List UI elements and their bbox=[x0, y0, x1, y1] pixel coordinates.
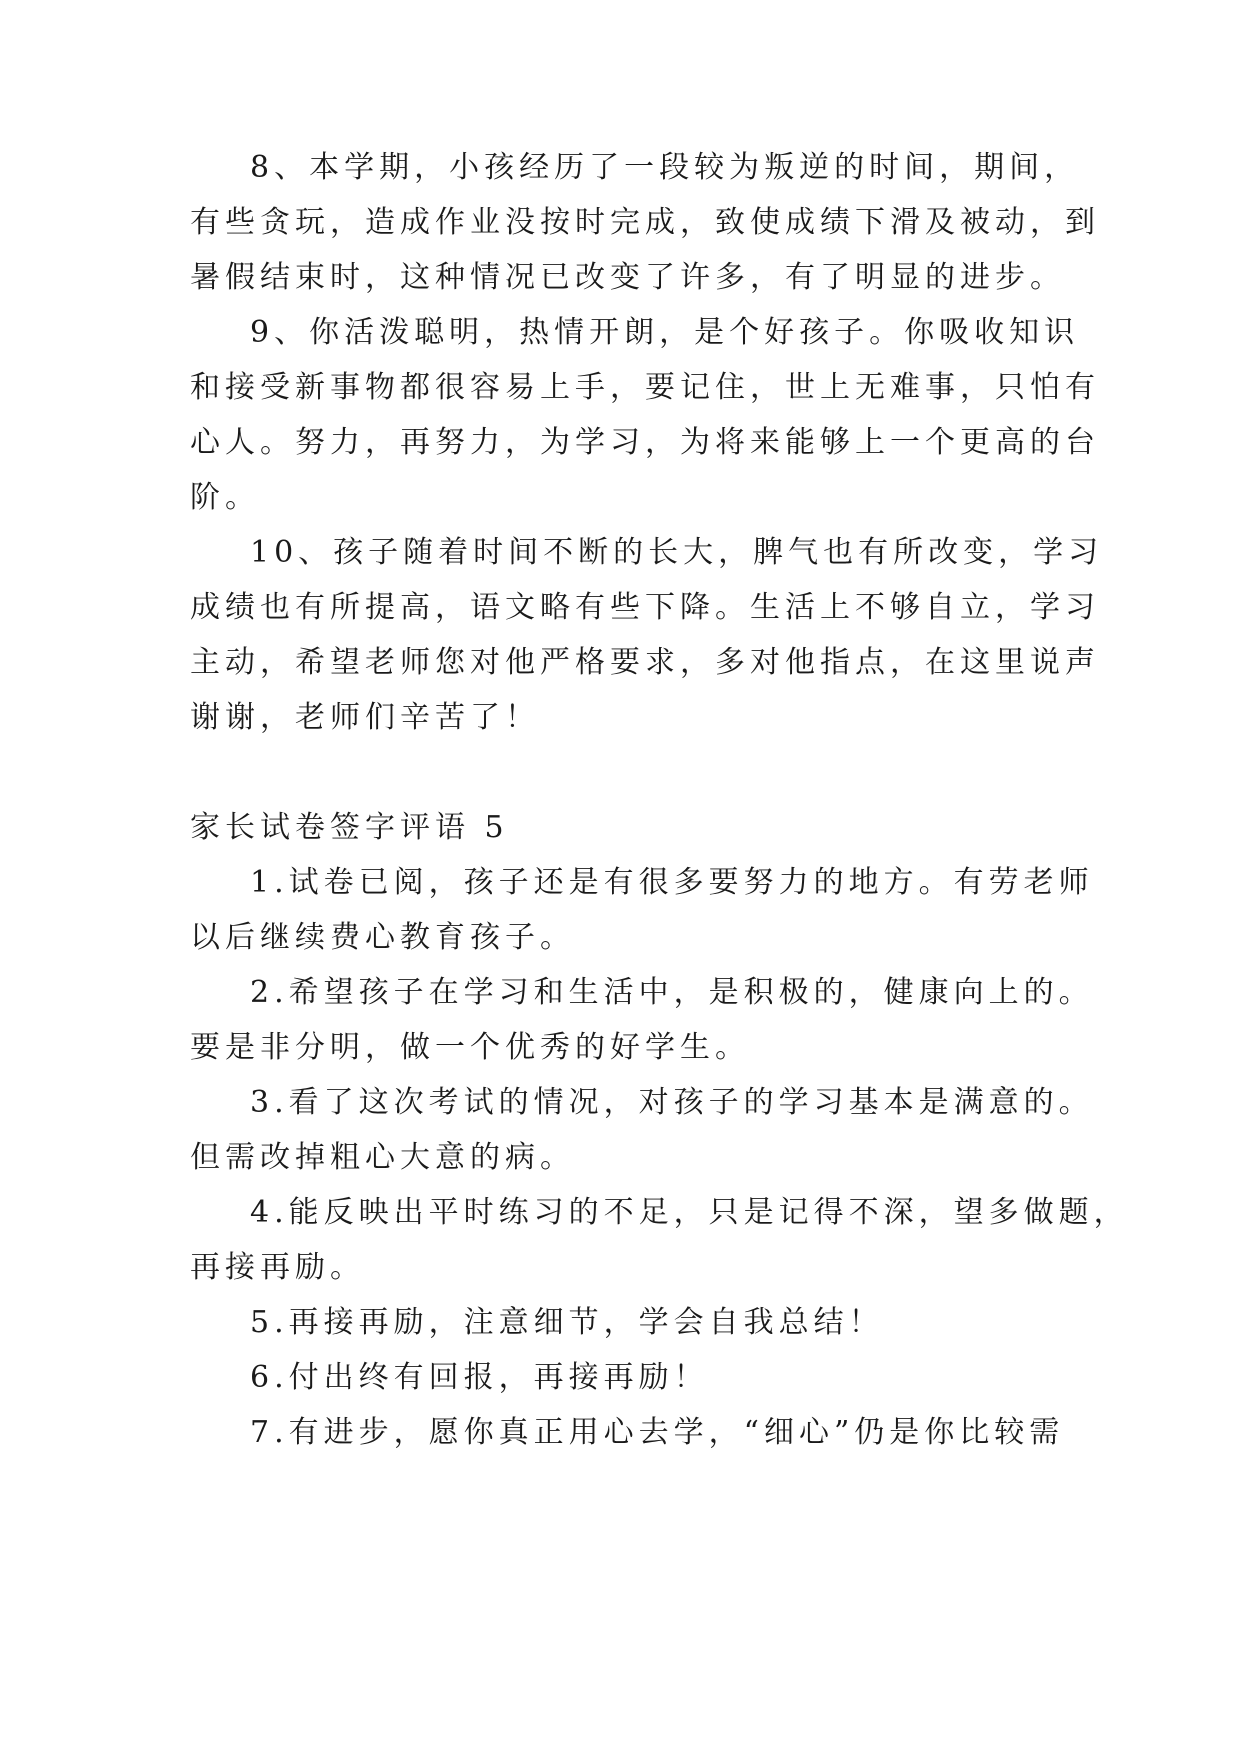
paragraph-line: 1.试卷已阅，孩子还是有很多要努力的地方。有劳老师 bbox=[250, 865, 1094, 900]
paragraph-line: 6.付出终有回报，再接再励！ bbox=[250, 1360, 709, 1395]
paragraph-line: 5.再接再励，注意细节，学会自我总结！ bbox=[250, 1305, 884, 1340]
paragraph-line: 4.能反映出平时练习的不足，只是记得不深，望多做题， bbox=[250, 1195, 1129, 1230]
paragraph-line: 8、本学期，小孩经历了一段较为叛逆的时间，期间， bbox=[250, 150, 1080, 185]
paragraph-line: 阶。 bbox=[190, 480, 260, 515]
paragraph-line: 有些贪玩，造成作业没按时完成，致使成绩下滑及被动，到 bbox=[190, 205, 1100, 240]
paragraph-line: 7.有进步，愿你真正用心去学，“细心”仍是你比较需 bbox=[250, 1415, 1065, 1450]
paragraph-line: 要是非分明，做一个优秀的好学生。 bbox=[190, 1030, 750, 1065]
paragraph-line: 成绩也有所提高，语文略有些下降。生活上不够自立，学习 bbox=[190, 590, 1100, 625]
paragraph-line: 谢谢，老师们辛苦了！ bbox=[190, 700, 540, 735]
paragraph-line: 2.希望孩子在学习和生活中，是积极的，健康向上的。 bbox=[250, 975, 1094, 1010]
paragraph-line: 和接受新事物都很容易上手，要记住，世上无难事，只怕有 bbox=[190, 370, 1100, 405]
paragraph-line: 主动，希望老师您对他严格要求，多对他指点，在这里说声 bbox=[190, 645, 1100, 680]
paragraph-line: 9、你活泼聪明，热情开朗，是个好孩子。你吸收知识 bbox=[250, 315, 1080, 350]
section-heading: 家长试卷签字评语 5 bbox=[190, 810, 509, 845]
paragraph-line: 再接再励。 bbox=[190, 1250, 365, 1285]
paragraph-line: 3.看了这次考试的情况，对孩子的学习基本是满意的。 bbox=[250, 1085, 1094, 1120]
paragraph-line: 暑假结束时，这种情况已改变了许多，有了明显的进步。 bbox=[190, 260, 1065, 295]
paragraph-line: 以后继续费心教育孩子。 bbox=[190, 920, 575, 955]
paragraph-line: 但需改掉粗心大意的病。 bbox=[190, 1140, 575, 1175]
paragraph-line: 10、孩子随着时间不断的长大，脾气也有所改变，学习 bbox=[250, 535, 1104, 570]
paragraph-line: 心人。努力，再努力，为学习，为将来能够上一个更高的台 bbox=[190, 425, 1100, 460]
